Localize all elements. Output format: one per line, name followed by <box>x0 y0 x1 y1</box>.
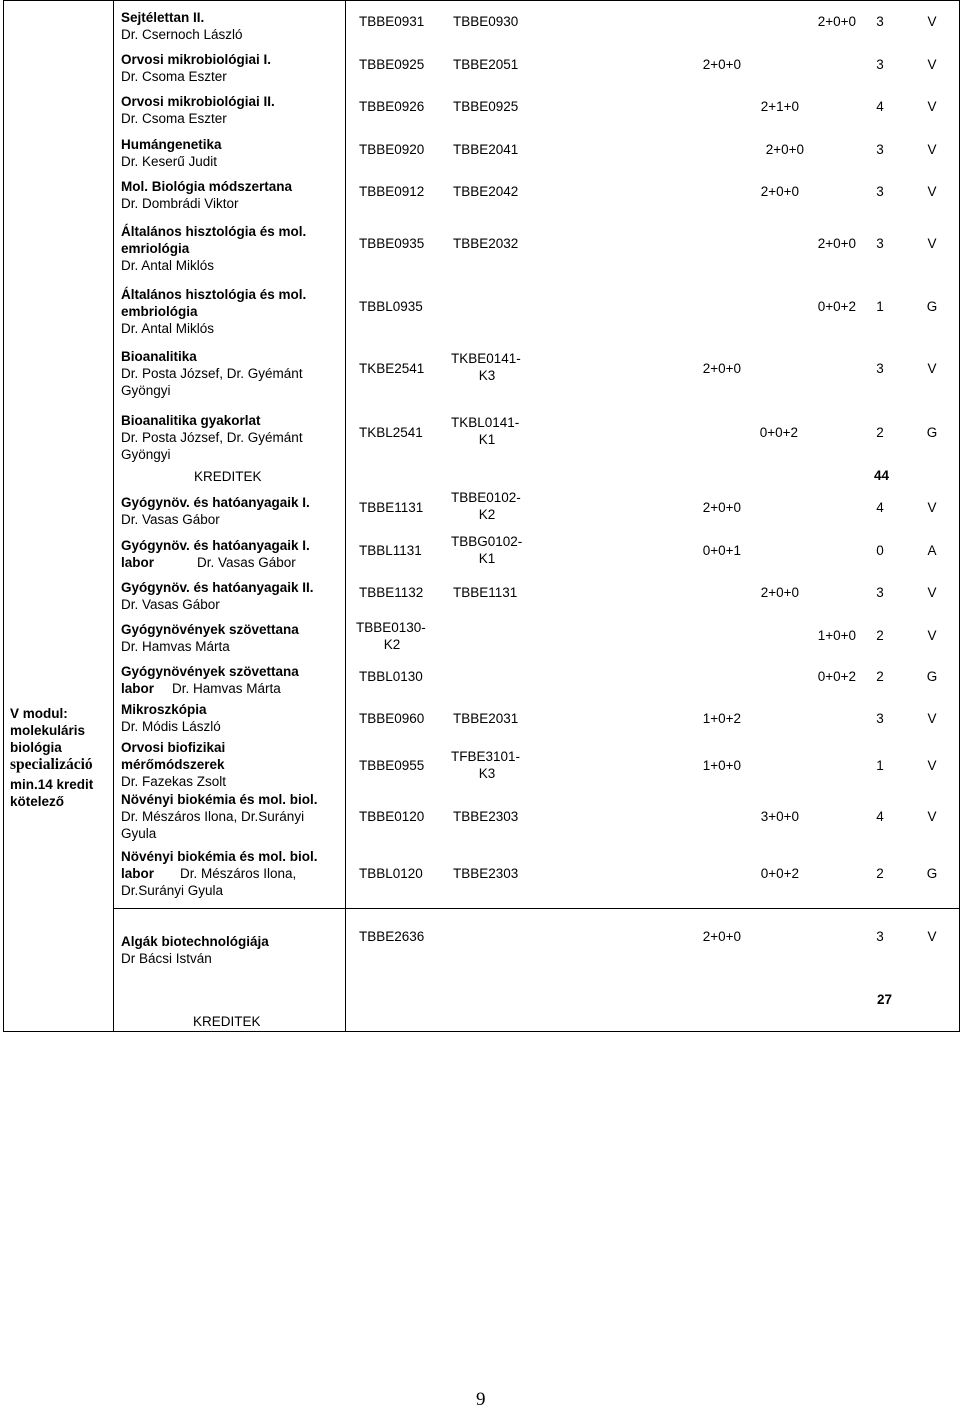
kredit-label: KREDITEK <box>193 1014 261 1029</box>
kredit-row-divider <box>113 908 960 909</box>
course-type: A <box>927 543 937 558</box>
course-teacher: Dr. Antal Miklós <box>121 258 215 273</box>
course-title: Általános hisztológia és mol. <box>121 287 307 302</box>
course-teacher: Dr. Dombrádi Viktor <box>121 196 239 211</box>
prerequisite-code: TKBE0141- <box>451 351 521 366</box>
course-title: Bioanalitika gyakorlat <box>121 413 261 428</box>
course-credit: 4 <box>876 99 884 114</box>
course-code: TBBE0130- <box>356 620 426 635</box>
course-title: Általános hisztológia és mol. <box>121 224 307 239</box>
course-hours: 2+0+0 <box>702 57 741 72</box>
course-code: TBBL1131 <box>359 543 422 558</box>
course-hours: 2+0+0 <box>760 184 799 199</box>
course-hours: 2+0+0 <box>765 142 804 157</box>
prerequisite-code: TBBE2051 <box>453 57 519 72</box>
prerequisite-code-line2: K3 <box>478 368 496 383</box>
course-hours: 0+0+2 <box>817 669 856 684</box>
course-type: V <box>927 142 937 157</box>
course-hours: 0+0+2 <box>760 866 799 881</box>
course-hours: 2+0+0 <box>760 585 799 600</box>
prerequisite-code: TBBE2031 <box>453 711 519 726</box>
course-title: Növényi biokémia és mol. biol. <box>121 849 318 864</box>
course-teacher-line2: Dr.Surányi Gyula <box>121 883 224 898</box>
course-type: V <box>927 585 937 600</box>
course-title-line2: labor <box>121 866 155 881</box>
course-teacher: Dr. Hamvas Márta <box>121 639 230 654</box>
course-hours: 2+0+0 <box>817 236 856 251</box>
course-credit: 3 <box>876 184 884 199</box>
course-teacher-line2: Gyula <box>121 826 157 841</box>
course-code: TKBE2541 <box>359 361 425 376</box>
course-credit: 3 <box>876 585 884 600</box>
course-type: V <box>927 758 937 773</box>
course-teacher-line2: Gyöngyi <box>121 383 171 398</box>
course-hours: 1+0+0 <box>702 758 741 773</box>
course-title-line2: labor <box>121 555 155 570</box>
course-code: TBBE0935 <box>359 236 425 251</box>
course-teacher: Dr. Csoma Eszter <box>121 111 227 126</box>
course-type: V <box>927 14 937 29</box>
course-code: TBBE1132 <box>359 585 424 600</box>
course-credit: 3 <box>876 14 884 29</box>
course-credit: 2 <box>876 628 884 643</box>
table-top-border <box>3 0 960 1</box>
course-teacher: Dr. Antal Miklós <box>121 321 215 336</box>
course-title: Gyógynövények szövettana <box>121 664 299 679</box>
course-credit: 3 <box>876 929 884 944</box>
course-hours: 2+0+0 <box>702 500 741 515</box>
course-title: Gyógynöv. és hatóanyagaik I. <box>121 495 310 510</box>
prerequisite-code: TBBE2303 <box>453 866 519 881</box>
course-teacher: Dr. Módis László <box>121 719 221 734</box>
prerequisite-code: TKBL0141- <box>451 415 520 430</box>
prerequisite-code-line2: K2 <box>478 507 496 522</box>
course-title-line2: embriológia <box>121 304 198 319</box>
course-code-line2: K2 <box>383 637 401 652</box>
course-title: Orvosi mikrobiológiai I. <box>121 52 272 67</box>
course-credit: 0 <box>876 543 884 558</box>
course-hours: 2+1+0 <box>760 99 799 114</box>
course-code: TBBE0912 <box>359 184 425 199</box>
prerequisite-code: TBBE2032 <box>453 236 519 251</box>
course-type: V <box>927 236 937 251</box>
module-label-3: biológia <box>10 740 62 755</box>
course-hours: 2+0+0 <box>817 14 856 29</box>
course-code: TBBE0925 <box>359 57 425 72</box>
course-code: TBBE0955 <box>359 758 425 773</box>
course-code: TBBE1131 <box>359 500 424 515</box>
course-title: Orvosi biofizikai <box>121 740 226 755</box>
prerequisite-code: TBBE2042 <box>453 184 519 199</box>
table-left-border <box>3 0 4 1032</box>
course-teacher: Dr. Vasas Gábor <box>197 555 296 570</box>
kredit-total: 27 <box>877 992 893 1007</box>
course-teacher-line2: Gyöngyi <box>121 447 171 462</box>
prerequisite-code: TBBE2041 <box>453 142 519 157</box>
prerequisite-code: TFBE3101- <box>451 749 521 764</box>
course-title-line2: mérőmódszerek <box>121 757 225 772</box>
course-teacher: Dr. Mészáros Ilona, Dr.Surányi <box>121 809 305 824</box>
prerequisite-code: TBBG0102- <box>451 534 523 549</box>
course-credit: 1 <box>876 758 884 773</box>
course-type: G <box>926 299 938 314</box>
module-column-divider <box>113 0 114 1032</box>
course-code: TBBE0931 <box>359 14 425 29</box>
course-type: V <box>927 711 937 726</box>
course-title: Mol. Biológia módszertana <box>121 179 293 194</box>
module-label-4: specializáció <box>10 756 93 773</box>
course-type: V <box>927 500 937 515</box>
course-teacher: Dr. Hamvas Márta <box>172 681 281 696</box>
module-label-6: kötelező <box>10 794 65 809</box>
course-teacher: Dr. Fazekas Zsolt <box>121 774 227 789</box>
course-title-line2: emriológia <box>121 241 190 256</box>
course-teacher: Dr. Csoma Eszter <box>121 69 227 84</box>
course-title: Növényi biokémia és mol. biol. <box>121 792 318 807</box>
course-hours: 2+0+0 <box>702 361 741 376</box>
course-credit: 3 <box>876 711 884 726</box>
prerequisite-code: TBBE2303 <box>453 809 519 824</box>
course-title: Mikroszkópia <box>121 702 207 717</box>
course-credit: 4 <box>876 809 884 824</box>
course-type: V <box>927 628 937 643</box>
course-hours: 0+0+1 <box>702 543 741 558</box>
course-type: V <box>927 809 937 824</box>
course-title-line2: labor <box>121 681 155 696</box>
page-number: 9 <box>476 1389 486 1410</box>
course-teacher: Dr. Posta József, Dr. Gyémánt <box>121 366 303 381</box>
prerequisite-code: TBBE0925 <box>453 99 519 114</box>
course-code: TBBE0926 <box>359 99 425 114</box>
course-code: TBBE0960 <box>359 711 425 726</box>
course-title: Gyógynöv. és hatóanyagaik I. <box>121 538 310 553</box>
course-type: V <box>927 929 937 944</box>
course-credit: 4 <box>876 500 884 515</box>
kredit-total: 44 <box>874 468 890 483</box>
module-label-5: min.14 kredit <box>10 777 94 792</box>
course-teacher: Dr. Csernoch László <box>121 27 243 42</box>
course-hours: 2+0+0 <box>702 929 741 944</box>
course-credit: 2 <box>876 866 884 881</box>
course-code: TBBL0120 <box>359 866 423 881</box>
course-title: Gyógynöv. és hatóanyagaik II. <box>121 580 314 595</box>
course-type: V <box>927 184 937 199</box>
course-hours: 3+0+0 <box>760 809 799 824</box>
prerequisite-code-line2: K1 <box>478 551 496 566</box>
course-teacher: Dr. Keserű Judit <box>121 154 218 169</box>
module-label-1: V modul: <box>10 706 68 721</box>
course-type: G <box>926 866 938 881</box>
course-hours: 0+0+2 <box>817 299 856 314</box>
table-bottom-border <box>3 1031 960 1032</box>
course-credit: 3 <box>876 142 884 157</box>
course-code: TBBL0130 <box>359 669 423 684</box>
kredit-label: KREDITEK <box>194 469 262 484</box>
course-code: TBBL0935 <box>359 299 423 314</box>
course-teacher: Dr Bácsi István <box>121 951 212 966</box>
course-credit: 2 <box>876 425 884 440</box>
course-credit: 1 <box>876 299 884 314</box>
course-code: TBBE0920 <box>359 142 425 157</box>
course-title: Bioanalitika <box>121 349 197 364</box>
prerequisite-code: TBBE0102- <box>451 490 521 505</box>
course-teacher: Dr. Vasas Gábor <box>121 512 220 527</box>
course-teacher: Dr. Posta József, Dr. Gyémánt <box>121 430 303 445</box>
course-code: TBBE0120 <box>359 809 425 824</box>
course-title: Sejtélettan II. <box>121 10 205 25</box>
course-credit: 2 <box>876 669 884 684</box>
course-title: Algák biotechnológiája <box>121 934 269 949</box>
course-title: Gyógynövények szövettana <box>121 622 299 637</box>
course-hours: 1+0+0 <box>817 628 856 643</box>
course-title: Orvosi mikrobiológiai II. <box>121 94 275 109</box>
course-title: Humángenetika <box>121 137 222 152</box>
course-type: G <box>926 669 938 684</box>
course-code: TKBL2541 <box>359 425 423 440</box>
module-label-2: molekuláris <box>10 723 86 738</box>
course-credit: 3 <box>876 236 884 251</box>
prerequisite-code-line2: K1 <box>478 432 496 447</box>
course-credit: 3 <box>876 361 884 376</box>
course-type: V <box>927 57 937 72</box>
course-code: TBBE2636 <box>359 929 425 944</box>
course-hours: 1+0+2 <box>702 711 741 726</box>
prerequisite-code: TBBE0930 <box>453 14 519 29</box>
title-column-divider <box>345 0 346 1032</box>
course-teacher: Dr. Vasas Gábor <box>121 597 220 612</box>
course-hours: 0+0+2 <box>759 425 798 440</box>
course-type: V <box>927 361 937 376</box>
prerequisite-code-line2: K3 <box>478 766 496 781</box>
course-type: V <box>927 99 937 114</box>
course-type: G <box>926 425 938 440</box>
prerequisite-code: TBBE1131 <box>453 585 518 600</box>
course-teacher: Dr. Mészáros Ilona, <box>180 866 297 881</box>
course-credit: 3 <box>876 57 884 72</box>
